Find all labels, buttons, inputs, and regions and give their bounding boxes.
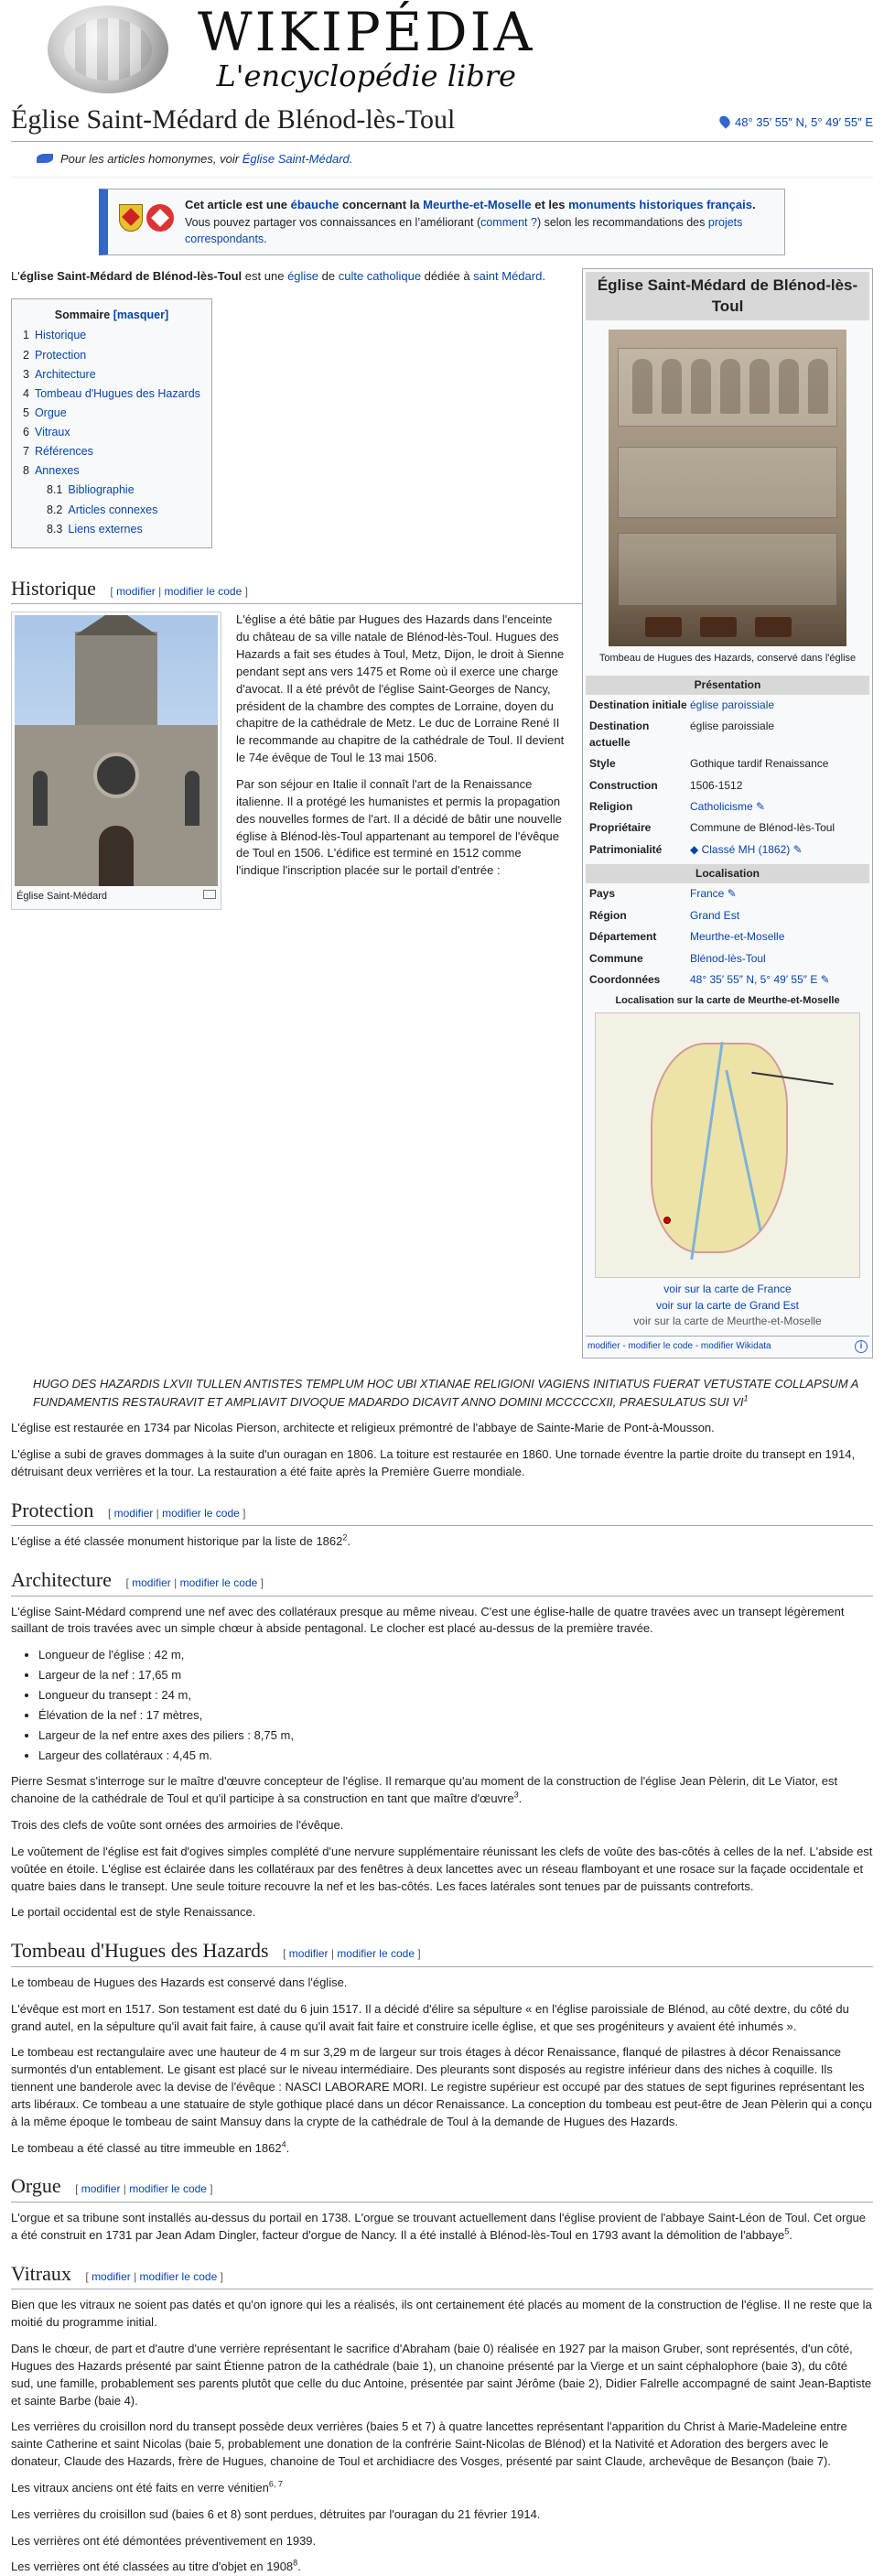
ref-2[interactable]: 2 <box>342 1532 348 1542</box>
section-title: Historique <box>11 576 96 600</box>
hatnote <box>11 142 873 179</box>
wikipedia-globe-icon <box>48 5 168 93</box>
edit-links: [ modifier | modifier le code ] <box>283 1947 421 1961</box>
toc-item-link[interactable]: Architecture <box>34 367 96 381</box>
map-title: Localisation sur la carte de Meurthe-et-Moselle <box>615 995 840 1007</box>
hatnote-suffix: . <box>349 151 353 166</box>
tombeau-p4: Le tombeau a été classé au titre immeuble en 1862$^4$. <box>11 2139 290 2155</box>
section-title: Vitraux <box>11 2261 71 2285</box>
church-photo[interactable] <box>15 615 218 886</box>
infobox-value[interactable]: Catholicisme ✎ <box>690 799 766 813</box>
section-heading-protection <box>11 1498 873 1527</box>
dimensions-list <box>11 1647 873 1764</box>
edit-links: [ modifier | modifier le code ] <box>107 1506 246 1520</box>
map-link-meurthe: voir sur la carte de Meurthe-et-Moselle <box>633 1315 822 1328</box>
edit-links: [ modifier | modifier le code ] <box>110 584 248 598</box>
edit-links: [ modifier | modifier le code ] <box>85 2269 223 2283</box>
infobox-row <box>586 775 869 796</box>
toc-item-number: 8.2 <box>47 503 63 516</box>
infobox-key: Destination initiale <box>589 698 687 711</box>
edit-source-link[interactable]: modifier le code <box>179 1576 258 1589</box>
infobox-value[interactable]: Blénod-lès-Toul <box>690 951 766 965</box>
intro-text: de <box>318 269 339 284</box>
infobox-row <box>586 883 869 904</box>
infobox-row <box>586 905 869 926</box>
protection-p1: L'église a été classée monument historique par la liste de 1862$^2$. <box>11 1532 351 1549</box>
hatnote-prefix: Pour les articles homonymes, voir <box>60 151 240 166</box>
infobox-section-presentation: Présentation <box>586 676 869 695</box>
toc-toggle[interactable]: [masquer] <box>113 308 169 322</box>
infobox-key: Style <box>589 757 616 771</box>
section-heading-architecture <box>11 1567 873 1596</box>
architecture-p3: Trois des clefs de voûte sont ornées des armoiries de l'évêque. <box>11 1818 344 1833</box>
toc-item-number: 8 <box>23 464 29 478</box>
edit-source-link[interactable]: modifier le code <box>164 584 243 598</box>
infobox-row <box>586 817 869 839</box>
stub-text-2e: . <box>264 233 267 246</box>
infobox-edit-links[interactable]: modifier - modifier le code - modifier Wikidata <box>588 1340 771 1351</box>
toc-item-number: 5 <box>23 406 29 419</box>
edit-source-link[interactable]: modifier le code <box>162 1506 240 1520</box>
page-title: Église Saint-Médard de Blénod-lès-Toul <box>11 104 456 135</box>
infobox-title: Église Saint-Médard de Blénod-lès-Toul <box>586 272 869 319</box>
infobox-row <box>586 753 869 774</box>
section-title: Tombeau d'Hugues des Hazards <box>11 1939 269 1963</box>
vitraux-p7: Les verrières ont été classées au titre d'objet en 1908$^8$. <box>11 2559 301 2574</box>
infobox-key: Commune <box>589 951 643 965</box>
historique-p3: L'église est restaurée en 1734 par Nicolas Pierson, architecte et religieux prémontré de l'abbaye de Sainte-Marie de Pont-à-Mousson. <box>11 1421 715 1435</box>
link-saint-medard[interactable]: saint Médard <box>473 269 543 284</box>
toc-item-number: 3 <box>23 367 29 381</box>
ref-5[interactable]: 5 <box>784 2226 790 2236</box>
list-item: • Longueur de l'église : 42 m, <box>38 1647 873 1664</box>
vitraux-p5: Les verrières du croisillon sud (baies 6 et 8) sont perdues, détruites par l'ouragan du 21 février 1914. <box>11 2506 541 2521</box>
wordmark-title: WIKIPÉDIA <box>198 0 535 63</box>
map-link-grand-est[interactable]: voir sur la carte de Grand Est <box>655 1298 800 1312</box>
edit-links: [ modifier | modifier le code ] <box>75 2182 213 2196</box>
infobox-key: Religion <box>589 799 633 813</box>
list-item: • Largeur de la nef : 17,65 m <box>38 1667 873 1684</box>
stub-link-ebauche[interactable]: ébauche <box>290 198 340 212</box>
infobox-value: Commune de Blénod-lès-Toul <box>690 821 835 835</box>
toc-item-link[interactable]: Orgue <box>34 406 67 419</box>
hatnote-link[interactable]: Église Saint-Médard <box>242 151 350 166</box>
infobox-key: Région <box>589 908 627 922</box>
tomb-image[interactable] <box>609 330 846 646</box>
infobox-key: Département <box>589 930 657 944</box>
stub-text-2c: ) selon les recommandations des <box>536 216 706 230</box>
infobox-row <box>586 796 869 817</box>
toc-item-link[interactable]: Bibliographie <box>68 483 135 497</box>
edit-source-link[interactable]: modifier le code <box>139 2269 218 2283</box>
infobox-row <box>586 839 869 860</box>
stub-link-meurthe[interactable]: Meurthe-et-Moselle <box>423 198 532 212</box>
section-title: Protection <box>11 1498 94 1521</box>
stub-notice <box>99 189 785 255</box>
architecture-p2: Pierre Sesmat s'interroge sur le maître d'œuvre concepteur de l'église. Il remarque qu'au moment de la construction de l'église Jean Pèlerin, dit Le Viator, est chanoine de la cathédrale de Toul et qu'il participe à sa construction en tant que maître d'œuvre$^3$. <box>11 1774 838 1806</box>
infobox-value[interactable]: France ✎ <box>690 887 737 901</box>
title-row <box>11 103 873 142</box>
ref-3[interactable]: 3 <box>513 1790 519 1800</box>
stub-text-1c: concernant la <box>342 198 420 212</box>
toc-item-link[interactable]: Articles connexes <box>68 503 158 516</box>
orgue-p1: L'orgue et sa tribune sont installés au-dessus du portail en 1738. L'orgue se trouvant actuellement dans l'église provient de l'abbaye Saint-Léon de Toul. Cet orgue a été construit en 1731 par Jean Adam Dingler, facteur d'orgue de Nancy. Il a été installé à Blénod-lès-Toul en 1793 avant la démolition de l'abbaye$^5$. <box>11 2211 867 2242</box>
historique-p2: Par son séjour en Italie il connaît l'art de la Renaissance italienne. Il a protégé les humanistes et permis la propagation des nouvelles formes de l'art. Il a décidé de bâtir une nouvelle église à Blénod-lès-Toul appartenant au temporel de l'évêque de Toul en 1506. L'édifice est terminé en 1512 comme l'indique l'inscription placée sur le portail d'entrée : <box>236 776 562 878</box>
toc-item-link[interactable]: Tombeau d'Hugues des Hazards <box>34 386 200 400</box>
stub-link-comment[interactable]: comment ? <box>480 216 537 230</box>
section-title: Orgue <box>11 2174 61 2198</box>
info-icon[interactable]: i <box>855 1340 868 1353</box>
tombeau-p2: L'évêque est mort en 1517. Son testament est daté du 6 juin 1517. Il a décidé d'élire sa sépulture « en l'église paroissiale de Blénod, au côté dextre, du côté du grand autel, en la sépulture qu'il avait fait faire, à cause qu'il avait fait faire et construire icelle église, et que ses progéniteurs y avaient été inhumés ». <box>11 2001 849 2033</box>
table-of-contents <box>11 298 212 548</box>
stub-text-2a: Vous pouvez partager vos connaissances en l’améliorant ( <box>185 216 481 230</box>
monument-historique-icon <box>146 204 174 232</box>
toc-item-link[interactable]: Liens externes <box>68 522 143 536</box>
enlarge-icon[interactable] <box>203 890 216 899</box>
toc-item[interactable] <box>23 502 200 518</box>
architecture-p5: Le portail occidental est de style Renaissance. <box>11 1905 256 1920</box>
map-image[interactable] <box>595 1012 860 1278</box>
thumbnail-caption <box>15 886 218 906</box>
intro-text: dédiée à <box>421 269 474 284</box>
wordmark <box>198 0 535 93</box>
ref-8[interactable]: 8 <box>293 2559 298 2569</box>
inscription-quote <box>11 1375 873 1411</box>
intro-bold: église Saint-Médard de Blénod-lès-Toul <box>19 269 243 284</box>
list-item: • Largeur de la nef entre axes des piliers : 8,75 m, <box>38 1727 873 1745</box>
stub-icons <box>119 197 174 247</box>
link-culte-catholique[interactable]: culte catholique <box>338 269 422 284</box>
toc-list <box>23 327 200 536</box>
vitraux-p6: Les verrières ont été démontées préventivement en 1939. <box>11 2533 317 2548</box>
infobox-value[interactable]: Meurthe-et-Moselle <box>690 930 785 944</box>
stub-text: Cet article est une ébauche concernant la Meurthe-et-Moselle et les monuments historiques français. Vous pouvez partager vos connaissances en l’améliorant (comment ?) selon les recommandations des projets correspondants. <box>185 198 756 246</box>
location-map[interactable] <box>586 1009 869 1282</box>
section-heading-vitraux <box>11 2261 873 2290</box>
toc-item[interactable] <box>23 424 200 440</box>
ref-4[interactable]: 4 <box>281 2139 286 2149</box>
infobox-value: 1506-1512 <box>690 778 743 792</box>
infobox-caption: Tombeau de Hugues des Hazards, conservé dans l'église <box>598 652 857 664</box>
edit-source-link[interactable]: modifier le code <box>129 2182 207 2196</box>
toc-item-number: 7 <box>23 445 29 459</box>
toc-item-number: 1 <box>23 329 29 342</box>
section-title: Architecture <box>11 1568 112 1591</box>
architecture-p1: L'église Saint-Médard comprend une nef avec des collatéraux presque au même niveau. C'est une église-halle de quatre travées avec un transept légèrement saillant de trois travées avec un simple chœur à abside pentagonal. Le clocher est placé au-dessus de la première travée. <box>11 1604 845 1636</box>
infobox-rows-presentation <box>586 695 869 860</box>
edit-links: [ modifier | modifier le code ] <box>125 1576 264 1589</box>
toc-item[interactable] <box>23 521 200 537</box>
toc-item-number: 2 <box>23 348 29 362</box>
historique-p1: L'église a été bâtie par Hugues des Hazards dans l'enceinte du château de sa ville natale de Blénod-lès-Toul. Hugues des Hazards a fait ses études à Toul, Metz, Dijon, le droit à Sienne pendant sept ans vers 1475 et Rome où il exerce une charge d'avocat. Il a été prévôt de l'église Saint-Georges de Nancy, président de la chambre des comptes de Lorraine, doyen du chapitre de la cathédrale de Metz. Le duc de Lorraine René II le recommande au chapitre de la cathédrale de Toul. Il devient le 74e évêque de Toul le 13 mai 1506. <box>236 612 565 765</box>
link-eglise[interactable]: église <box>287 269 319 284</box>
stub-link-projets[interactable]: projets correspondants <box>185 216 743 246</box>
map-pin-icon <box>717 114 732 128</box>
map-link-france[interactable]: voir sur la carte de France <box>663 1283 792 1296</box>
infobox-image[interactable] <box>586 320 869 650</box>
toc-item-number: 8.1 <box>47 483 63 497</box>
ref-6-7[interactable]: 6, 7 <box>268 2479 283 2489</box>
stub-text-1a: Cet article est une <box>185 198 287 212</box>
toc-item[interactable] <box>23 347 200 363</box>
intro-text: . <box>542 269 545 284</box>
toc-item-link[interactable]: Vitraux <box>34 426 70 439</box>
infobox-value: église paroissiale <box>690 720 775 733</box>
toc-item[interactable] <box>23 366 200 383</box>
infobox-key: Construction <box>589 778 658 792</box>
intro-text: est une <box>242 269 288 284</box>
section-heading-orgue <box>11 2173 873 2203</box>
toc-item[interactable] <box>23 443 200 460</box>
map-links <box>586 1282 869 1329</box>
vitraux-p3: Les verrières du croisillon nord du transept possède deux verrières (baies 5 et 7) à quatre lancettes représentant l'apparition du Christ à Marie-Madeleine entre sainte Catherine et saint Nicolas (baie 5, probablement une donation de la confrérie Saint-Nicolas de Blénod) et la Nativité et Adoration des bergers avec le donateur, Claude des Hazards, frère de Hugues, chanoine de Toul et archidiacre des Vosges, présenté par saint Claude, archevêque de Besançon (baie 7). <box>11 2419 847 2469</box>
architecture-p4: Le voûtement de l'église est fait d'ogives simples complété d'une nervure supplémentaire réunissant les clefs de voûte des bas-côtés à celles de la nef. L'abside est voûtée en étoile. L'église est éclairée dans les collatéraux par des fenêtres à deux lancettes avec un réseau flamboyant et une rosace sur la façade occidentale et quatre baies dans le transept. Une seule toiture recouvre la nef et les bas-côtés. Les faces latérales sont tenues par de puissants contreforts. <box>11 1844 873 1893</box>
toc-item-number: 4 <box>23 386 29 400</box>
infobox-row <box>586 716 869 753</box>
toc-item-link[interactable]: Références <box>34 445 93 459</box>
coat-of-arms-icon <box>119 204 143 232</box>
quote-text: HUGO DES HAZARDIS LXVII TULLEN ANTISTES TEMPLUM HOC UBI XTIANAE RELIGIONI VAGIENS INITIATUS FUERAT VETUSTATE COLLAPSUM A FUNDAMENTIS RESTAURAVIT ET AMPLIAVIT DIVOQUE MADARDO DICAVIT ANNO DOMINI MCCCCCXII, PRAESULATUS SUI VI <box>33 1377 858 1409</box>
tombeau-p3: Le tombeau est rectangulaire avec une hauteur de 4 m sur 3,29 m de largeur sur trois étages à décor Renaissance, flanqué de pilastres à décor Renaissance surmontés d'un entablement. Le gisant est placé sur le niveau intermédiaire. Des pleurants sont disposés au registre inférieur dans des niches à coquille. Ils tiennent une banderole avec la devise de l'évêque : NASCI LABORARE MORI. Le registre supérieur est occupé par des statues de sept figurines représentant les arts libéraux. Ce tombeau a une statuaire de style gothique placé dans un décor Renaissance. La conception du tombeau est peut-être de Jean Pèlerin qui a conçu à la même époque le tombeau de saint Mansuy dans la crypte de la cathédrale de Toul à la demande de Hugues des Hazards. <box>11 2045 872 2128</box>
toc-item-link[interactable]: Annexes <box>34 464 80 478</box>
toc-item-link[interactable]: Protection <box>34 348 87 362</box>
infobox-row <box>586 969 869 990</box>
infobox-key: Pays <box>589 887 616 901</box>
infobox-footer <box>586 1336 869 1356</box>
infobox-value: Gothique tardif Renaissance <box>690 757 829 771</box>
infobox-row <box>586 926 869 947</box>
toc-item-link[interactable]: Historique <box>34 329 87 342</box>
stub-link-monuments[interactable]: monuments historiques français <box>568 198 752 212</box>
infobox-value[interactable]: Grand Est <box>690 908 740 922</box>
vitraux-p1: Bien que les vitraux ne soient pas datés et qu'on ignore qui les a réalisés, ils ont certainement été placés au moment de la construction de l'église. Il ne reste que la moitié du programme initial. <box>11 2298 872 2330</box>
toc-item-number: 6 <box>23 426 29 439</box>
toc-item[interactable] <box>23 405 200 421</box>
list-item: • Longueur du transept : 24 m, <box>38 1687 873 1705</box>
vitraux-p2: Dans le chœur, de part et d'autre d'une verrière représentant le sacrifice d'Abraham (baie 0) réalisée en 1927 par la maison Gruber, sont représentés, d'un côté, Hugues des Hazards présenté par saint Étienne patron de la cathédrale (baie 1), un chanoine présenté par la Vierge et un saint céphalophore (baie 3), du côté sud, une famille, probablement ses parents plutôt que celle du duc Antoine, présentée par saint Jérôme (baie 2), Didier Falrelle accompagné de saint Jean-Baptiste et sainte Barbe (baie 4). <box>11 2342 872 2408</box>
infobox-row <box>586 695 869 716</box>
infobox-value[interactable]: 48° 35′ 55″ N, 5° 49′ 55″ E ✎ <box>690 973 830 987</box>
infobox-value[interactable]: église paroissiale <box>690 698 775 711</box>
intro-text: L' <box>11 269 20 284</box>
edit-link[interactable]: modifier <box>81 2182 121 2196</box>
wordmark-tagline: L'encyclopédie libre <box>216 58 516 93</box>
infobox-key: Propriétaire <box>589 821 652 835</box>
toc-title: Sommaire <box>54 308 111 322</box>
edit-source-link[interactable]: modifier le code <box>337 1947 415 1961</box>
infobox-value[interactable]: ◆ Classé MH (1862) ✎ <box>690 842 803 856</box>
infobox-rows-localisation <box>586 883 869 990</box>
church-thumbnail[interactable] <box>11 612 221 910</box>
historique-p4: L'église a subi de graves dommages à la suite d'un ouragan en 1806. La toiture est restaurée en 1860. Une tornade éventre la partie droite du transept en 1914, détruisant deux verrières et la tour. La restauration a été faite après la Première Guerre mondiale. <box>11 1446 856 1478</box>
vitraux-p4: Les vitraux anciens ont été faits en verre vénitien$^{6, 7}$ <box>11 2479 283 2495</box>
infobox-row <box>586 948 869 969</box>
toc-item[interactable] <box>23 482 200 498</box>
list-item: • Élévation de la nef : 17 mètres, <box>38 1707 873 1725</box>
tombeau-p1: Le tombeau de Hugues des Hazards est conservé dans l'église. <box>11 1975 348 1989</box>
toc-item-number: 8.3 <box>47 522 63 536</box>
edit-link[interactable]: modifier <box>288 1947 329 1961</box>
thumbnail-caption-text: Église Saint-Médard <box>16 891 108 903</box>
section-heading-tombeau <box>11 1938 873 1967</box>
edit-link[interactable]: modifier <box>116 584 156 598</box>
site-logo[interactable] <box>11 0 873 99</box>
toc-item[interactable] <box>23 327 200 343</box>
stub-text-1e: et les <box>534 198 566 212</box>
edit-link[interactable]: modifier <box>132 1576 171 1589</box>
infobox <box>582 268 873 1358</box>
article-content <box>11 268 873 2576</box>
infobox-key: Patrimonialité <box>589 842 663 856</box>
infobox-key: Coordonnées <box>589 973 661 987</box>
title-coordinates[interactable] <box>720 114 873 137</box>
toc-header <box>23 307 200 323</box>
disambiguation-icon <box>37 154 53 163</box>
infobox-key: Destination actuelle <box>589 720 650 749</box>
edit-link[interactable]: modifier <box>92 2269 131 2283</box>
ref-1[interactable]: 1 <box>743 1393 749 1403</box>
infobox-section-localisation: Localisation <box>586 864 869 883</box>
edit-link[interactable]: modifier <box>113 1506 154 1520</box>
title-coordinates-text[interactable]: 48° 35′ 55″ N, 5° 49′ 55″ E <box>735 114 873 129</box>
toc-item[interactable] <box>23 462 200 479</box>
toc-item[interactable] <box>23 385 200 402</box>
list-item: • Largeur des collatéraux : 4,45 m. <box>38 1748 873 1765</box>
